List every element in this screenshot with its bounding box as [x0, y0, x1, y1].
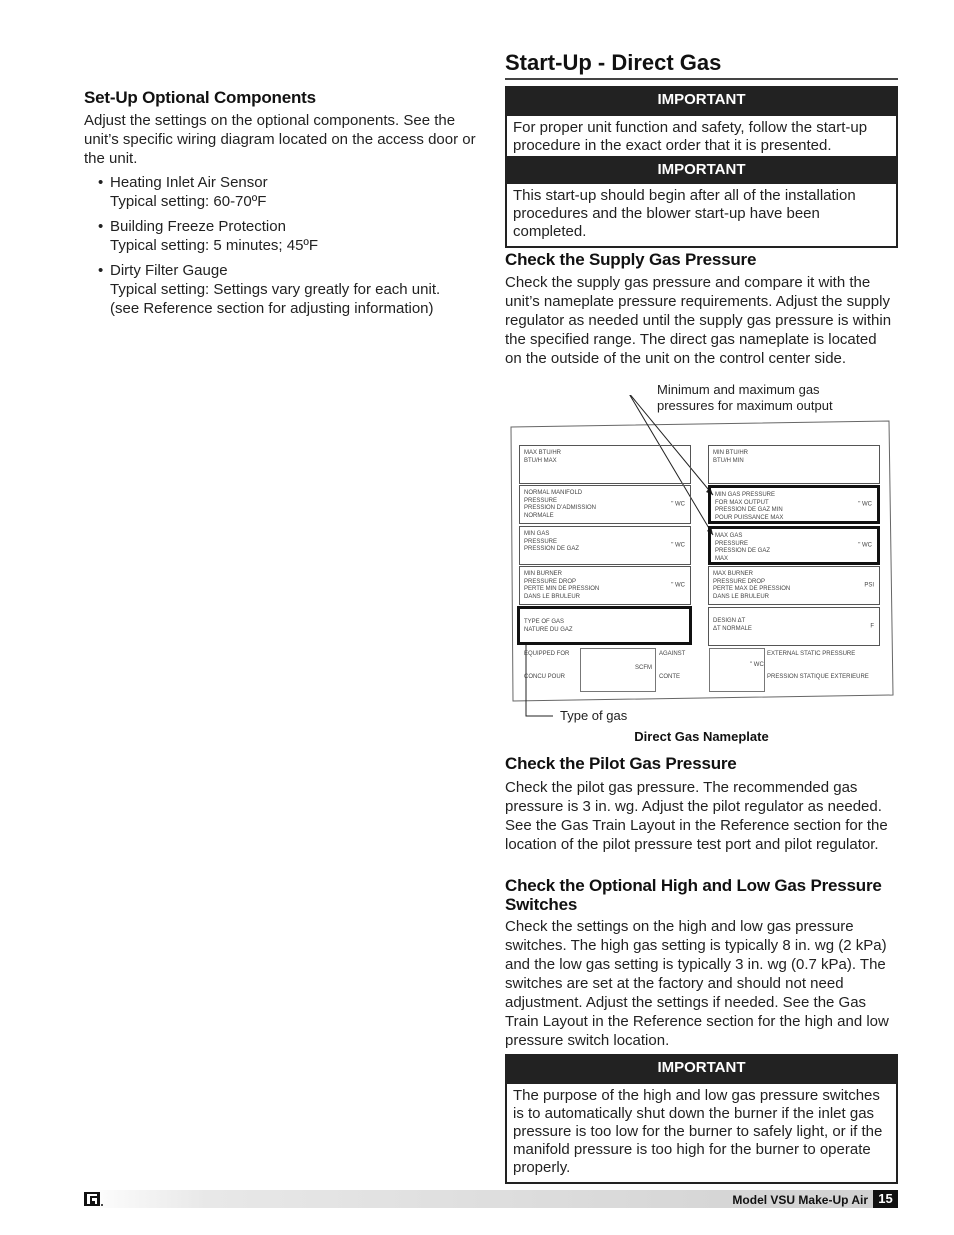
nameplate-pression-statique: PRESSION STATIQUE EXTERIEURE — [767, 674, 869, 680]
important-text: The purpose of the high and low gas pressure switches is to automatically shut down the burner if the inlet gas pressure is too low for the burner to safely light, or if the manifold pressure is too high for the burner to operate properly. — [505, 1082, 898, 1184]
supply-gas-text: Check the supply gas pressure and compare it with the unit’s nameplate pressure requirements. Adjust the supply regulator as needed until the supply gas pressure is within the specified range. The direct gas nameplate is located on the outside of the unit on the control center side. — [505, 274, 892, 367]
nameplate-conte: CONTE — [659, 674, 680, 680]
list-item: • Dirty Filter Gauge Typical setting: Settings vary greatly for each unit. (see Reference section for adjusting information) — [98, 261, 468, 318]
nameplate-max-btu: MAX BTU/HR BTU/H MAX — [519, 445, 691, 484]
list-item: • Building Freeze Protection Typical setting: 5 minutes; 45ºF — [98, 217, 468, 255]
optional-components-list — [98, 173, 468, 324]
nameplate-min-burner: MIN BURNER PRESSURE DROP PERTE MIN DE PRESSION DANS LE BRULEUR " WC — [519, 566, 691, 605]
figure-caption: Direct Gas Nameplate — [634, 729, 769, 744]
footer-model: Model VSU Make-Up Air — [732, 1193, 868, 1207]
nameplate-min-gas: MIN GAS PRESSURE PRESSION DE GAZ " WC — [519, 526, 691, 565]
important-label: IMPORTANT — [505, 86, 898, 114]
nameplate-wc-box — [709, 648, 765, 692]
nameplate-max-gas: MAX GAS PRESSURE PRESSION DE GAZ MAX " WC — [708, 526, 880, 565]
page-number: 15 — [873, 1190, 898, 1208]
title-divider — [505, 78, 898, 80]
callout-type-of-gas: Type of gas — [560, 708, 628, 723]
optional-components-intro: Adjust the settings on the optional components. See the unit’s specific wiring diagram located on the access door or the unit. — [84, 112, 476, 167]
nameplate-equipped-for: EQUIPPED FOR — [524, 651, 570, 657]
section-heading-pressure-switches: Check the Optional High and Low Gas Pressure Switches — [505, 876, 882, 914]
page-title: Start-Up - Direct Gas — [505, 50, 722, 75]
greenheck-logo-icon — [84, 1192, 104, 1207]
important-label: IMPORTANT — [505, 156, 898, 184]
callout-min-max-gas: Minimum and maximum gas pressures for maximum output — [657, 382, 833, 413]
nameplate-type-of-gas: TYPE OF GAS NATURE DU GAZ — [517, 606, 692, 645]
section-heading-pilot-gas: Check the Pilot Gas Pressure — [505, 754, 737, 773]
nameplate-wc-unit: " WC — [750, 662, 764, 668]
nameplate-design-dt: DESIGN ΔT ΔT NORMALE F — [708, 607, 880, 646]
pilot-gas-text: Check the pilot gas pressure. The recommended gas pressure is 3 in. wg. Adjust the pilot regulator as needed. See the Gas Train Layout in the Reference section for the location of the pilot pressure test port and pilot regulator. — [505, 779, 888, 853]
nameplate-ext-static: EXTERNAL STATIC PRESSURE — [767, 651, 856, 657]
important-box-2 — [505, 156, 898, 248]
nameplate-max-burner: MAX BURNER PRESSURE DROP PERTE MAX DE PRESSION DANS LE BRULEUR PSI — [708, 566, 880, 605]
important-box-1 — [505, 86, 898, 162]
nameplate-min-btu: MIN BTU/HR BTU/H MIN — [708, 445, 880, 484]
important-text: This start-up should begin after all of the installation procedures and the blower start-up have been completed. — [505, 184, 898, 248]
pressure-switches-text: Check the settings on the high and low gas pressure switches. The high gas setting is typically 8 in. wg (2 kPa) and the low gas setting is typically 3 in. wg (0.7 kPa). The switches are set at the factory and should not need adjustment. Adjust the settings if needed. See the Gas Train Layout in the Reference section for the high and low pressure switch location. — [505, 918, 889, 1049]
section-heading-supply-gas: Check the Supply Gas Pressure — [505, 250, 757, 269]
nameplate-scfm-unit: SCFM — [635, 665, 652, 671]
nameplate-against: AGAINST — [659, 651, 686, 657]
important-label: IMPORTANT — [505, 1054, 898, 1082]
important-text: For proper unit function and safety, follow the start-up procedure in the exact order that it is presented. — [505, 114, 898, 162]
nameplate-concu-pour: CONCU POUR — [524, 674, 566, 680]
important-box-3 — [505, 1054, 898, 1184]
section-heading-optional-components: Set-Up Optional Components — [84, 88, 316, 107]
list-item: • Heating Inlet Air Sensor Typical setting: 60-70ºF — [98, 173, 468, 211]
nameplate-min-gas-max-output: MIN GAS PRESSURE FOR MAX OUTPUT PRESSION DE GAZ MIN POUR PUISSANCE MAX " WC — [708, 485, 880, 524]
nameplate-normal-manifold: NORMAL MANIFOLD PRESSURE PRESSION D’ADMISSION NORMALE " WC — [519, 485, 691, 524]
